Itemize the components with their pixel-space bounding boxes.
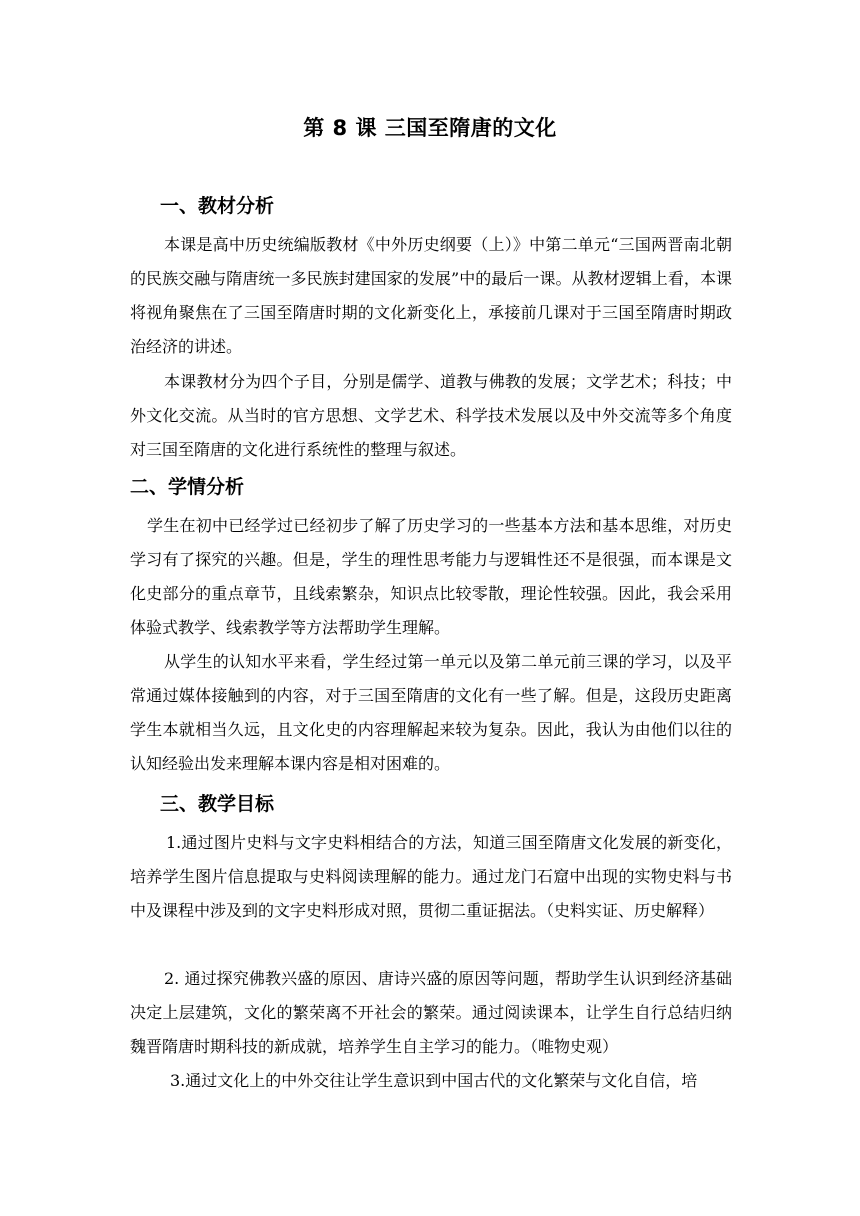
paragraph: 从学生的认知水平来看，学生经过第一单元以及第二单元前三课的学习，以及平常通过媒体接触到的内容，对于三国至隋唐的文化有一些了解。但是，这段历史距离学生本就相当久远，且文化史的内容理解起来较为复杂。因此，我认为由他们以往的认知经验出发来理解本课内容是相对困难的。 [130,652,732,773]
section-heading-teaching-objectives: 三、教学目标 [160,793,275,815]
section-heading-textbook-analysis: 一、教材分析 [160,195,275,217]
paragraph: 1.通过图片史料与文字史料相结合的方法，知道三国至隋唐文化发展的新变化，培养学生图片信息提取与史料阅读理解的能力。通过龙门石窟中出现的实物史料与书中及课程中涉及到的文字史料形成对照，贯彻二重证据法。（史料实证、历史解释） [130,833,732,920]
document-title: 第 8 课 三国至隋唐的文化 [303,116,557,140]
section-heading-student-analysis: 二、学情分析 [130,476,245,498]
paragraph: 3.通过文化上的中外交往让学生意识到中国古代的文化繁荣与文化自信，培 [170,1071,698,1090]
paragraph: 本课教材分为四个子目，分别是儒学、道教与佛教的发展；文学艺术；科技；中外文化交流。从当时的官方思想、文学艺术、科学技术发展以及中外交流等多个角度对三国至隋唐的文化进行系统性的整理与叙述。 [130,372,732,459]
paragraph: 2. 通过探究佛教兴盛的原因、唐诗兴盛的原因等问题，帮助学生认识到经济基础决定上层建筑，文化的繁荣离不开社会的繁荣。通过阅读课本，让学生自行总结归纳魏晋隋唐时期科技的新成就，培养学生自主学习的能力。（唯物史观） [130,969,732,1056]
paragraph: 本课是高中历史统编版教材《中外历史纲要（上）》中第二单元“三国两晋南北朝的民族交融与隋唐统一多民族封建国家的发展”中的最后一课。从教材逻辑上看，本课将视角聚焦在了三国至隋唐时期的文化新变化上，承接前几课对于三国至隋唐时期政治经济的讲述。 [130,235,732,356]
paragraph: 学生在初中已经学过已经初步了解了历史学习的一些基本方法和基本思维，对历史学习有了探究的兴趣。但是，学生的理性思考能力与逻辑性还不是很强，而本课是文化史部分的重点章节，且线索繁杂，知识点比较零散，理论性较强。因此，我会采用体验式教学、线索教学等方法帮助学生理解。 [130,516,732,637]
